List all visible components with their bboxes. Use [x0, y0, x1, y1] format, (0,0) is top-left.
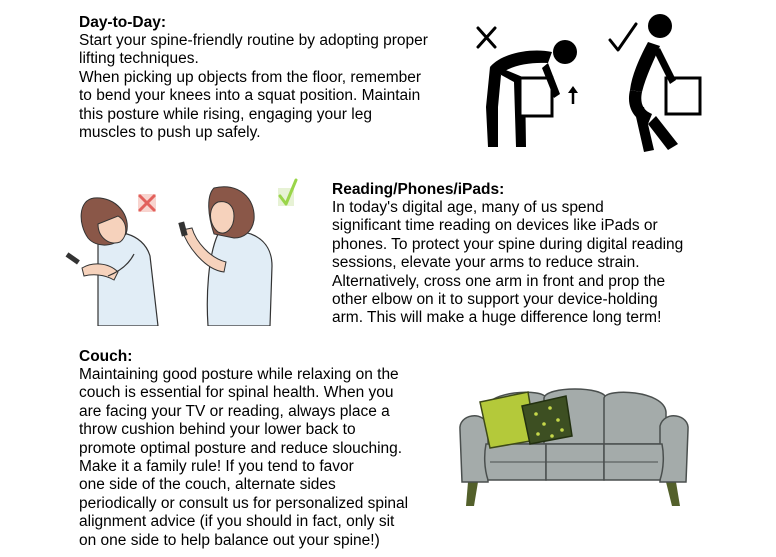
- x-mark-icon: [478, 28, 495, 47]
- section-body: [79, 32, 428, 142]
- section-day-to-day: [79, 14, 428, 142]
- couch-leg: [466, 482, 478, 506]
- body-line: on one side to help balance out your spine!): [79, 531, 380, 549]
- body-line: lifting techniques.: [79, 50, 199, 68]
- upright-person: [178, 187, 272, 326]
- body-line: this posture while rising, engaging your leg: [79, 105, 372, 123]
- slouching-person: [66, 198, 158, 326]
- couch-arm: [660, 416, 688, 482]
- body-line: When picking up objects from the floor, remember: [79, 68, 422, 86]
- body-line: periodically or consult us for personalized spinal: [79, 494, 409, 512]
- section-title: Day-to-Day:: [79, 14, 166, 31]
- body-line: muscles to push up safely.: [79, 124, 261, 142]
- checkmark-icon: [278, 180, 296, 206]
- couch-arm: [460, 416, 488, 482]
- checkmark-icon: [610, 24, 636, 50]
- body-line: are facing your TV or reading, always place a: [79, 402, 390, 420]
- body-line: alignment advice (if you should in fact, only sit: [79, 513, 395, 531]
- section-body: [332, 199, 683, 328]
- body-line: Alternatively, cross one arm in front and prop the: [332, 272, 666, 290]
- section-title: Couch:: [79, 348, 133, 365]
- body-line: Start your spine-friendly routine by adopting proper: [79, 32, 428, 49]
- section-title: Reading/Phones/iPads:: [332, 181, 505, 198]
- section-body: [79, 366, 408, 550]
- body-line: Maintaining good posture while relaxing on the: [79, 366, 399, 383]
- wrong-lift-figure: [486, 40, 578, 147]
- body-line: promote optimal posture and reduce slouching.: [79, 439, 403, 457]
- couch-illustration: [454, 382, 694, 512]
- body-line: In today's digital age, many of us spend: [332, 199, 604, 216]
- body-line: couch is essential for spinal health. When you: [79, 384, 394, 402]
- right-lift-figure: [629, 14, 700, 152]
- body-line: arm. This will make a huge difference long term!: [332, 309, 662, 327]
- couch-leg: [666, 482, 680, 506]
- x-mark-icon: [138, 194, 156, 212]
- couch-back-cushion: [604, 392, 666, 444]
- section-reading: [332, 181, 683, 328]
- body-line: to bend your knees into a squat position. Maintain: [79, 87, 421, 105]
- body-line: significant time reading on devices like iPads or: [332, 217, 658, 235]
- body-line: Make it a family rule! If you tend to favor: [79, 458, 354, 476]
- section-couch: [79, 348, 408, 550]
- body-line: phones. To protect your spine during digital reading: [332, 235, 684, 253]
- phone-posture-illustration: [58, 176, 298, 326]
- body-line: one side of the couch, alternate sides: [79, 476, 336, 494]
- body-line: sessions, elevate your arms to reduce strain.: [332, 254, 640, 272]
- body-line: throw cushion behind your lower back to: [79, 421, 356, 439]
- lifting-figure-icon: [468, 12, 718, 162]
- body-line: other elbow on it to support your device-holding: [332, 291, 658, 309]
